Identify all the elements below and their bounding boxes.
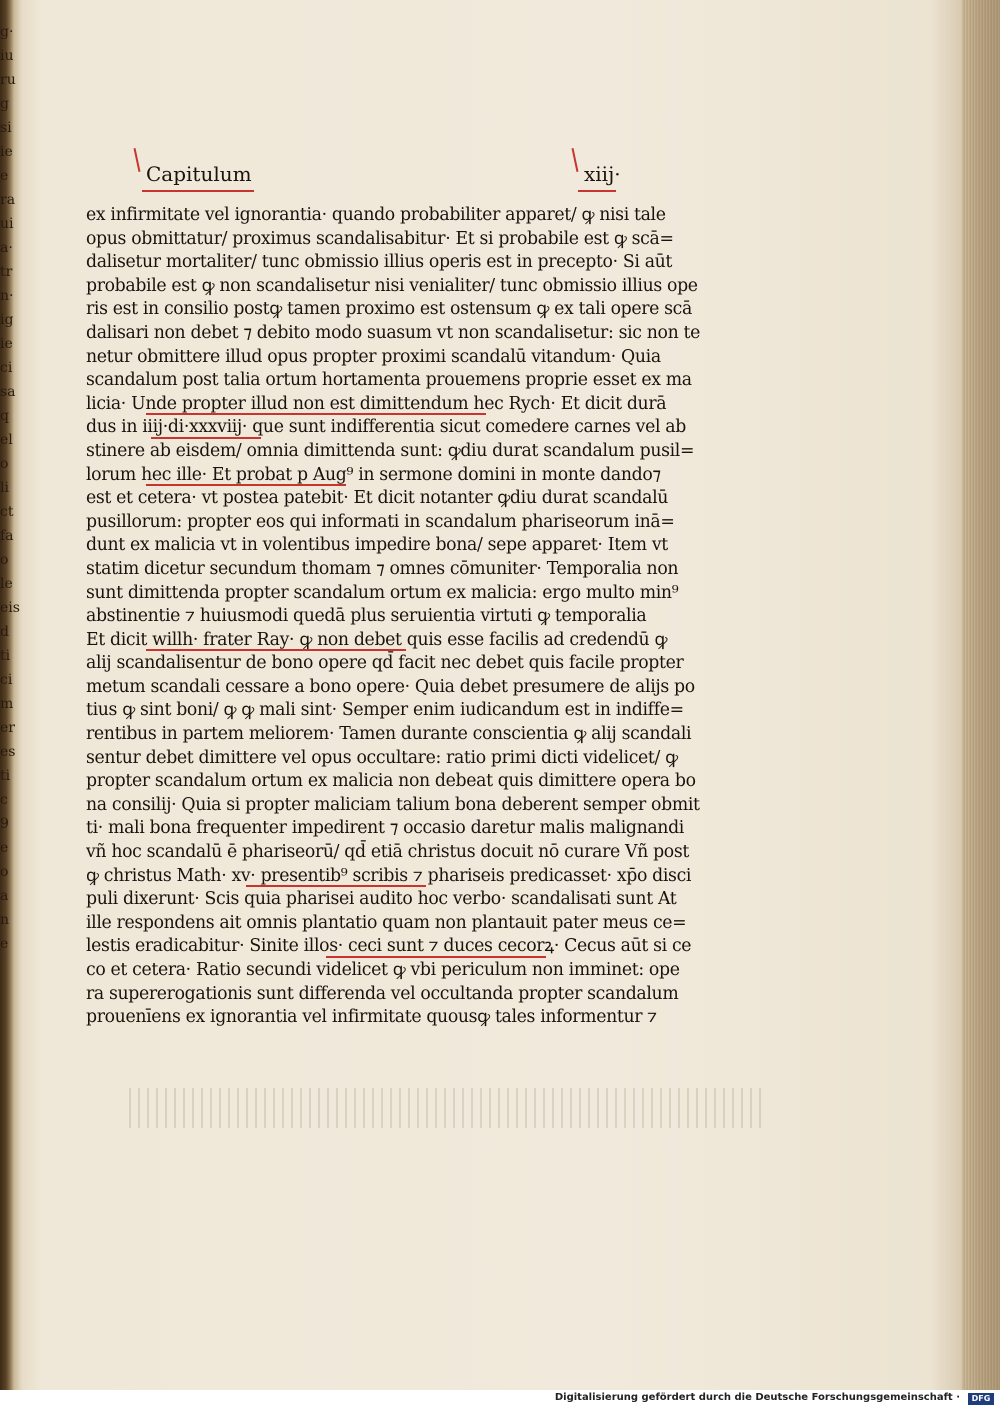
- text-line: puli dixerunt· Scis quia pharisei audito hoc verbo· scandalisati sunt At: [86, 889, 677, 910]
- text-line: netur obmittere illud opus propter proximi scandalū vitandum· Quia: [86, 346, 661, 367]
- page-edges-right: [962, 0, 1000, 1390]
- text-line: ris est in consilio postꝙ tamen proximo est ostensum ꝙ ex tali opere scā: [86, 299, 692, 320]
- show-through-print: [122, 1088, 762, 1128]
- left-page-fragment: g·: [0, 24, 14, 40]
- left-page-fragment: o: [0, 456, 9, 472]
- text-line: sentur debet dimittere vel opus occultare: ratio primi dicti videlicet/ ꝙ: [86, 747, 678, 768]
- left-page-fragment: o: [0, 552, 9, 568]
- header-right-text: xiij·: [584, 162, 621, 186]
- left-page-fragment: ct: [0, 504, 14, 520]
- text-line: lorum hec ille· Et probat p Aug⁹ in sermone domini in monte dando⁊: [86, 464, 661, 485]
- text-line: sunt dimittenda propter scandalum ortum ex malicia: ergo multo min⁹: [86, 582, 679, 603]
- body-text: [86, 204, 746, 1030]
- left-page-fragment: ie: [0, 336, 13, 352]
- left-page-fragment: ti: [0, 648, 11, 664]
- rubric-underline: [146, 649, 406, 651]
- left-page-edge: [0, 20, 20, 1380]
- text-line: tius ꝙ sint boni/ ꝙ ꝙ mali sint· Semper enim iudicandum est in indiffe=: [86, 700, 684, 721]
- rubric-underline: [578, 190, 616, 192]
- text-line: dalisari non debet ⁊ debito modo suasum vt non scandalisetur: sic non te: [86, 322, 700, 343]
- text-line: ꝙ christus Math· xv· presentib⁹ scribis ⁊ phariseis predicasset· xp̄o disci: [86, 865, 692, 886]
- left-page-fragment: q: [0, 408, 9, 424]
- left-page-fragment: sa: [0, 384, 16, 400]
- text-line: ex infirmitate vel ignorantia· quando probabiliter apparet/ ꝙ nisi tale: [86, 205, 666, 225]
- text-line: na consilij· Quia si propter maliciam talium bona deberent semper obmit: [86, 794, 700, 815]
- left-page-fragment: fa: [0, 528, 14, 544]
- left-page-fragment: d: [0, 624, 9, 640]
- running-header-left: [146, 162, 252, 186]
- text-line: statim dicetur secundum thomam ⁊ omnes cōmuniter· Temporalia non: [86, 558, 679, 579]
- left-page-fragment: ru: [0, 72, 16, 88]
- left-page-fragment: a: [0, 888, 9, 904]
- left-page-fragment: li: [0, 480, 9, 496]
- rubric-underline: [146, 484, 346, 486]
- left-page-fragment: ti: [0, 768, 11, 784]
- left-page-fragment: m: [0, 696, 14, 712]
- text-line: stinere ab eisdem/ omnia dimittenda sunt: ꝙdiu durat scandalum pusil=: [86, 440, 695, 461]
- rubric-underline: [142, 190, 254, 192]
- text-line: abstinentie ⁊ huiusmodi quedā plus seruientia virtuti ꝙ temporalia: [86, 606, 647, 627]
- left-page-fragment: es: [0, 744, 16, 760]
- left-page-fragment: ui: [0, 216, 14, 232]
- text-line: dus in iiij·di·xxxviij· que sunt indifferentia sicut comedere carnes vel ab: [86, 417, 686, 438]
- text-line: prouenīens ex ignorantia vel infirmitate quousꝙ tales informentur ⁊: [86, 1007, 657, 1028]
- header-left-text: Capitulum: [146, 162, 252, 186]
- book-page: [22, 0, 962, 1390]
- rubric-underline: [146, 413, 486, 415]
- text-line: dalisetur mortaliter/ tunc obmissio illius operis est in precepto· Si aūt: [86, 252, 673, 273]
- dfg-logo: DFG: [968, 1393, 994, 1405]
- rubric-underline: [246, 885, 426, 887]
- left-page-fragment: e: [0, 168, 9, 184]
- text-line: dunt ex malicia vt in volentibus impedire bona/ sepe apparet· Item vt: [86, 535, 668, 556]
- left-page-fragment: er: [0, 720, 15, 736]
- left-page-fragment: ra: [0, 192, 16, 208]
- text-line: co et cetera· Ratio secundi videlicet ꝙ vbi periculum non imminet: ope: [86, 960, 680, 980]
- left-page-fragment: iu: [0, 48, 14, 64]
- text-line: opus obmittatur/ proximus scandalisabitur· Et si probabile est ꝙ scā=: [86, 228, 674, 249]
- left-page-fragment: e: [0, 936, 9, 952]
- left-page-fragment: ig: [0, 312, 14, 328]
- running-header-right: [584, 162, 621, 186]
- text-line: vñ hoc scandalū ē phariseorū/ qd̄ etiā christus docuit nō curare Vñ post: [86, 842, 689, 863]
- text-line: ti· mali bona frequenter impedirent ⁊ occasio daretur malis malignandi: [86, 818, 684, 839]
- left-page-fragment: le: [0, 576, 13, 592]
- rubric-mark: [134, 148, 141, 172]
- text-line: ra supererogationis sunt differenda vel occultanda propter scandalum: [86, 983, 679, 1004]
- text-line: licia· Unde propter illud non est dimittendum hec Rych· Et dicit durā: [86, 393, 667, 414]
- text-line: Et dicit willh· frater Ray· ꝙ non debet quis esse facilis ad credendū ꝙ: [86, 629, 668, 650]
- left-page-fragment: 9: [0, 816, 9, 832]
- left-page-fragment: n: [0, 912, 10, 928]
- text-line: rentibus in partem meliorem· Tamen durante conscientia ꝙ alij scandali: [86, 724, 692, 745]
- text-line: scandalum post talia ortum hortamenta prouemens proprie esset ex ma: [86, 370, 692, 391]
- left-page-fragment: c: [0, 792, 8, 808]
- left-page-fragment: ci: [0, 360, 13, 376]
- left-page-fragment: g: [0, 96, 9, 112]
- left-page-fragment: el: [0, 432, 13, 448]
- footer-bar: [0, 1390, 1000, 1409]
- left-page-fragment: a·: [0, 240, 13, 256]
- rubric-underline: [151, 437, 261, 439]
- text-line: pusillorum: propter eos qui informati in scandalum phariseorum inā=: [86, 511, 675, 532]
- rubric-mark: [572, 148, 579, 172]
- text-line: est et cetera· vt postea patebit· Et dicit notanter ꝙdiu durat scandalū: [86, 488, 669, 509]
- left-page-fragment: ci: [0, 672, 13, 688]
- left-page-fragment: eis: [0, 600, 20, 616]
- left-page-fragment: o: [0, 864, 9, 880]
- rubric-underline: [326, 956, 546, 958]
- text-line: metum scandali cessare a bono opere· Quia debet presumere de alijs po: [86, 676, 695, 697]
- left-page-fragment: si: [0, 120, 12, 136]
- left-page-fragment: tr: [0, 264, 13, 280]
- text-line: alij scandalisentur de bono opere qd̄ facit nec debet quis facile propter: [86, 653, 684, 674]
- funding-note: Digitalisierung gefördert durch die Deutsche Forschungsgemeinschaft ·: [554, 1392, 960, 1403]
- text-line: probabile est ꝙ non scandalisetur nisi venialiter/ tunc obmissio illius ope: [86, 275, 698, 296]
- text-line: ille respondens ait omnis plantatio quam non plantauit pater meus ce=: [86, 912, 687, 933]
- text-line: lestis eradicabitur· Sinite illos· ceci sunt ⁊ duces cecorꝝ· Cecus aūt si ce: [86, 936, 692, 957]
- left-page-fragment: ie: [0, 144, 13, 160]
- text-line: propter scandalum ortum ex malicia non debeat quis dimittere opera bo: [86, 771, 696, 792]
- left-page-fragment: n·: [0, 288, 14, 304]
- left-page-fragment: e: [0, 840, 9, 856]
